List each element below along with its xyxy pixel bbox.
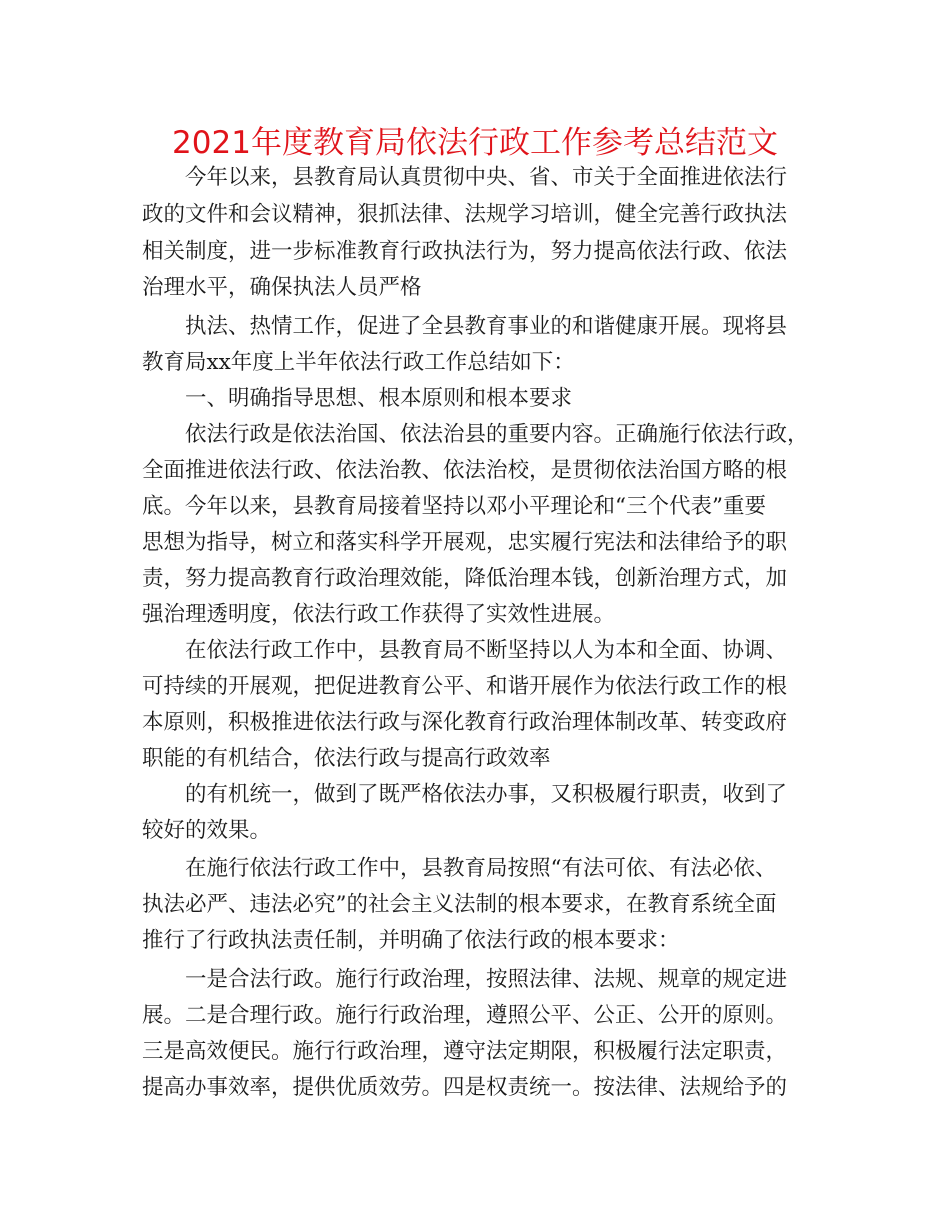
paragraph-line: 在施行依法行政工作中，县教育局按照“有法可依、有法必依、: [185, 856, 777, 881]
paragraph-line: 政的文件和会议精神，狠抓法律、法规学习培训，健全完善行政执法: [142, 202, 788, 227]
paragraph-line: 在依法行政工作中，县教育局不断坚持以人为本和全面、协调、: [185, 638, 788, 663]
section-heading: 一、明确指导思想、根本原则和根本要求: [185, 386, 573, 411]
paragraph-line: 底。今年以来，县教育局接着坚持以邓小平理论和“三个代表”重要: [142, 494, 766, 519]
paragraph-line: 教育局xx年度上半年依法行政工作总结如下：: [142, 350, 575, 375]
paragraph-line: 三是高效便民。施行行政治理，遵守法定期限，积极履行法定职责，: [142, 1039, 788, 1064]
paragraph-line: 提高办事效率，提供优质效劳。四是权责统一。按法律、法规给予的: [142, 1075, 788, 1100]
paragraph-line: 相关制度，进一步标准教育行政执法行为，努力提高依法行政、依法: [142, 239, 788, 264]
paragraph-line: 推行了行政执法责任制，并明确了依法行政的根本要求：: [142, 928, 680, 953]
paragraph-line: 执法、热情工作，促进了全县教育事业的和谐健康开展。现将县: [185, 314, 788, 339]
paragraph-line: 今年以来，县教育局认真贯彻中央、省、市关于全面推进依法行: [185, 165, 788, 190]
paragraph-line: 可持续的开展观，把促进教育公平、和谐开展作为依法行政工作的根: [142, 674, 788, 699]
paragraph-line: 较好的效果。: [142, 818, 272, 843]
paragraph-line: 的有机统一，做到了既严格依法办事，又积极履行职责，收到了: [185, 782, 788, 807]
paragraph-line: 思想为指导，树立和落实科学开展观，忠实履行宪法和法律给予的职: [142, 530, 788, 555]
paragraph-line: 强治理透明度，依法行政工作获得了实效性进展。: [142, 602, 616, 627]
paragraph-line: 依法行政是依法治国、依法治县的重要内容。正确施行依法行政，: [185, 422, 809, 447]
paragraph-line: 全面推进依法行政、依法治教、依法治校，是贯彻依法治国方略的根: [142, 458, 788, 483]
paragraph-line: 治理水平，确保执法人员严格: [142, 275, 422, 300]
paragraph-line: 一是合法行政。施行行政治理，按照法律、法规、规章的规定进: [185, 967, 788, 992]
paragraph-line: 展。二是合理行政。施行行政治理，遵照公平、公正、公开的原则。: [142, 1003, 788, 1028]
paragraph-line: 职能的有机结合，依法行政与提高行政效率: [142, 746, 551, 771]
paragraph-line: 执法必严、违法必究”的社会主义法制的根本要求，在教育系统全面: [142, 892, 777, 917]
document-title: 2021年度教育局依法行政工作参考总结范文: [172, 125, 778, 161]
paragraph-line: 本原则，积极推进依法行政与深化教育行政治理体制改革、转变政府: [142, 710, 788, 735]
paragraph-line: 责，努力提高教育行政治理效能，降低治理本钱，创新治理方式，加: [142, 566, 788, 591]
